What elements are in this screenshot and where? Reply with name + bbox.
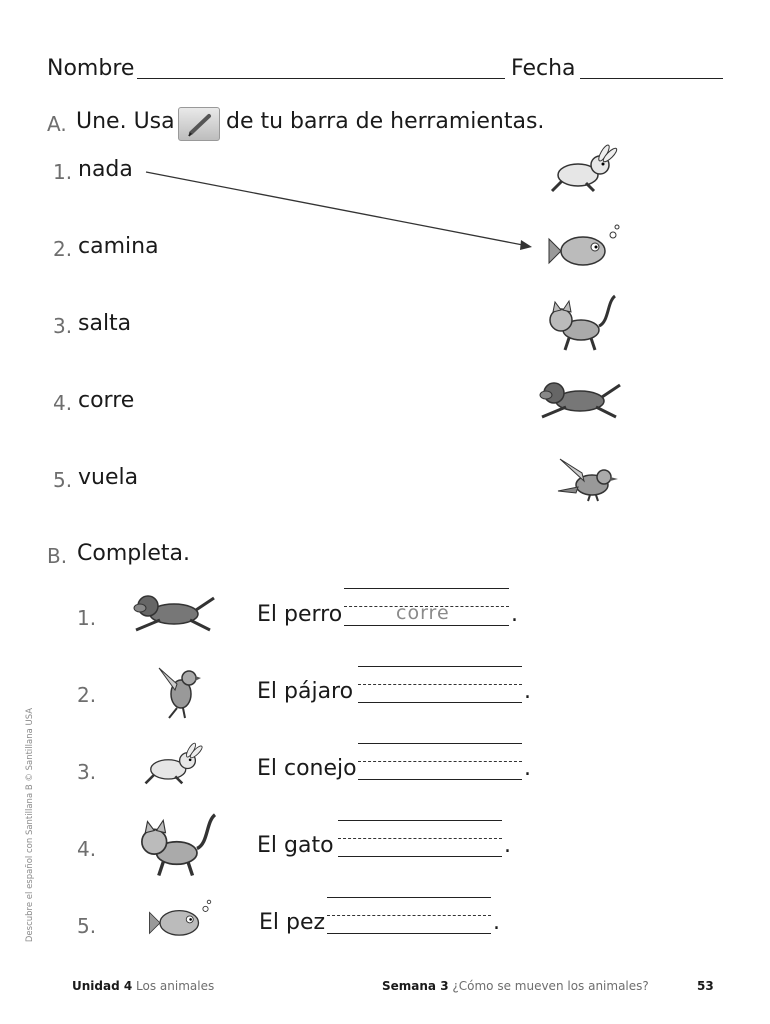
b-item-1-answer-field[interactable] [344, 625, 509, 626]
a-item-2-word[interactable]: camina [78, 234, 159, 259]
b-item-4-number: 4. [77, 837, 97, 861]
section-b-letter: B. [47, 544, 68, 568]
b-item-3-answer-field[interactable] [358, 779, 522, 780]
footer-week [382, 979, 649, 993]
footer-week-label: Semana 3 [382, 979, 449, 993]
a-item-5-number: 5. [53, 468, 73, 492]
page-number: 53 [697, 979, 714, 993]
b-item-5-mid-line [327, 915, 491, 916]
a-item-1-word[interactable]: nada [78, 157, 133, 182]
footer-unit-label: Unidad 4 [72, 979, 133, 993]
b-item-5-answer-field[interactable] [327, 933, 491, 934]
b-item-5-top-line [327, 897, 491, 898]
name-label: Nombre [47, 56, 135, 81]
a-item-3-number: 3. [53, 314, 73, 338]
b-item-1-top-line [344, 588, 509, 589]
b-item-3-sentence: El conejo [257, 756, 357, 781]
dog-icon[interactable] [536, 377, 626, 423]
b-item-4-top-line [338, 820, 502, 821]
section-b-instruction: Completa. [77, 541, 190, 566]
b-item-3-number: 3. [77, 760, 97, 784]
fish-icon [146, 900, 216, 944]
a-item-3-word[interactable]: salta [78, 311, 132, 336]
b-item-5-period: . [493, 910, 500, 935]
b-item-5-number: 5. [77, 914, 97, 938]
b-item-2-period: . [524, 679, 531, 704]
date-label: Fecha [511, 56, 576, 81]
cat-icon[interactable] [543, 292, 623, 352]
a-item-4-number: 4. [53, 391, 73, 415]
rabbit-icon [142, 740, 212, 790]
bird-icon [155, 664, 205, 720]
bird-icon[interactable] [552, 455, 622, 505]
a-item-5-word[interactable]: vuela [78, 465, 139, 490]
footer-week-title: ¿Cómo se mueven los animales? [452, 979, 649, 993]
a-item-4-word[interactable]: corre [78, 388, 135, 413]
section-a-letter: A. [47, 112, 67, 136]
b-item-3-period: . [524, 756, 531, 781]
footer-unit [72, 979, 214, 993]
section-a-instruction: Une. Usa [76, 109, 175, 134]
b-item-2-top-line [358, 666, 522, 667]
dog-icon [130, 590, 220, 636]
b-item-2-number: 2. [77, 683, 97, 707]
section-a-instruction-end: de tu barra de herramientas. [226, 109, 545, 134]
a-item-2-number: 2. [53, 237, 73, 261]
b-item-5-sentence: El pez [259, 910, 326, 935]
b-item-2-mid-line [358, 684, 522, 685]
footer-unit-title: Los animales [136, 979, 215, 993]
b-item-2-answer-field[interactable] [358, 702, 522, 703]
b-item-4-answer-field[interactable] [338, 856, 502, 857]
b-item-1-number: 1. [77, 606, 97, 630]
b-item-1-period: . [511, 602, 518, 627]
b-item-3-top-line [358, 743, 522, 744]
a-item-1-number: 1. [53, 160, 73, 184]
rabbit-icon[interactable] [548, 145, 628, 195]
b-item-4-mid-line [338, 838, 502, 839]
b-item-2-sentence: El pájaro [257, 679, 354, 704]
b-item-4-sentence: El gato [257, 833, 334, 858]
b-item-4-period: . [504, 833, 511, 858]
copyright-note: Descubre el español con Santillana B © Santillana USA [25, 707, 35, 943]
b-item-1-answer: corre [396, 602, 450, 624]
b-item-1-sentence: El perro [257, 602, 343, 627]
b-item-3-mid-line [358, 761, 522, 762]
fish-icon[interactable] [545, 225, 625, 275]
cat-icon [134, 808, 224, 880]
